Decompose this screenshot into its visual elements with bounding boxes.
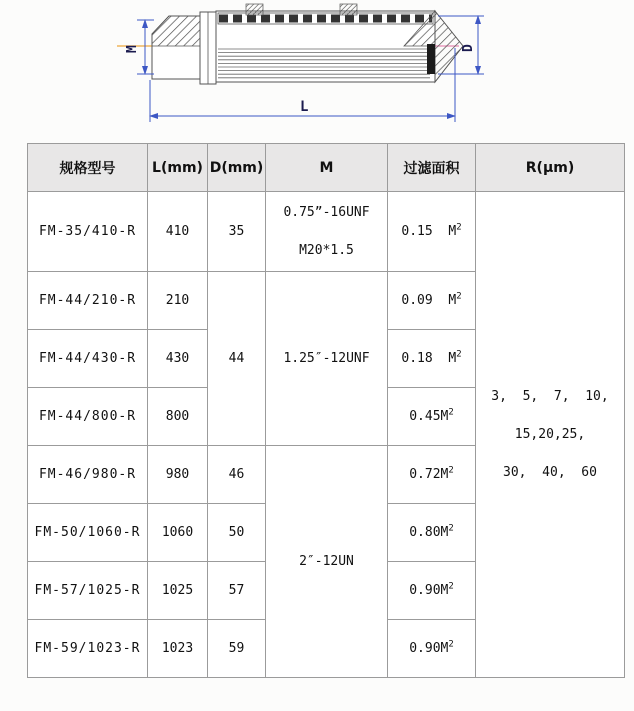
cell-m-merged: 2″-12UN: [266, 446, 388, 678]
area-value: 0.18 M: [401, 351, 457, 366]
cell-l: 800: [148, 388, 208, 446]
thread-spec-line1: 0.75”-16UNF: [283, 204, 370, 220]
area-superscript: 2: [456, 349, 462, 360]
area-superscript: 2: [448, 581, 454, 592]
thread-spec-line2: M20*1.5: [299, 242, 354, 258]
cell-area: [388, 446, 476, 504]
cell-area: [388, 330, 476, 388]
header-area: 过滤面积: [388, 144, 476, 192]
cell-area: [388, 272, 476, 330]
label-l: L: [300, 99, 309, 115]
cell-area: [388, 504, 476, 562]
area-value: 0.15 M: [401, 224, 457, 239]
area-superscript: 2: [448, 639, 454, 650]
header-m: M: [266, 144, 388, 192]
cell-model: FM-35/410-R: [28, 192, 148, 272]
cell-l: 430: [148, 330, 208, 388]
area-value: 0.80M: [409, 525, 449, 540]
thread-fitting: [152, 16, 200, 79]
filter-body: [216, 4, 435, 82]
cell-model: FM-46/980-R: [28, 446, 148, 504]
area-value: 0.09 M: [401, 293, 457, 308]
cell-area: [388, 192, 476, 272]
cell-l: 980: [148, 446, 208, 504]
cell-model: FM-59/1023-R: [28, 620, 148, 678]
cell-d-merged: 44: [208, 272, 266, 446]
cell-l: 410: [148, 192, 208, 272]
area-value: 0.45M: [409, 409, 449, 424]
cell-l: 1023: [148, 620, 208, 678]
label-d: D: [461, 44, 476, 52]
cell-m-merged: 1.25″-12UNF: [266, 272, 388, 446]
cell-model: FM-44/430-R: [28, 330, 148, 388]
area-superscript: 2: [456, 291, 462, 302]
cell-l: 210: [148, 272, 208, 330]
area-superscript: 2: [456, 222, 462, 233]
cell-area: [388, 620, 476, 678]
cell-model: FM-44/800-R: [28, 388, 148, 446]
r-values-line2: 15,20,25,: [514, 426, 586, 442]
cell-model: FM-44/210-R: [28, 272, 148, 330]
cell-area: [388, 388, 476, 446]
cell-m: [266, 192, 388, 272]
area-value: 0.72M: [409, 467, 449, 482]
area-superscript: 2: [448, 465, 454, 476]
r-values-line3: 30, 40, 60: [503, 464, 597, 480]
cell-d: 57: [208, 562, 266, 620]
cell-d: 50: [208, 504, 266, 562]
cell-area: [388, 562, 476, 620]
area-superscript: 2: [448, 407, 454, 418]
header-d: D(mm): [208, 144, 266, 192]
area-value: 0.90M: [409, 583, 449, 598]
cell-l: 1060: [148, 504, 208, 562]
table-row: [28, 192, 625, 272]
cell-d: 35: [208, 192, 266, 272]
cell-l: 1025: [148, 562, 208, 620]
header-spec: 规格型号: [28, 144, 148, 192]
r-values-line1: 3, 5, 7, 10,: [491, 388, 609, 404]
cell-d: 46: [208, 446, 266, 504]
spec-table: [27, 143, 625, 678]
label-m: M: [125, 45, 140, 53]
cell-d: 59: [208, 620, 266, 678]
cell-r-values: [476, 192, 625, 678]
filter-element-drawing: [0, 0, 634, 140]
area-superscript: 2: [448, 523, 454, 534]
header-l: L(mm): [148, 144, 208, 192]
cell-model: FM-50/1060-R: [28, 504, 148, 562]
area-value: 0.90M: [409, 641, 449, 656]
table-header-row: [28, 144, 625, 192]
header-r: R(μm): [476, 144, 625, 192]
collar: [200, 12, 216, 84]
cell-model: FM-57/1025-R: [28, 562, 148, 620]
